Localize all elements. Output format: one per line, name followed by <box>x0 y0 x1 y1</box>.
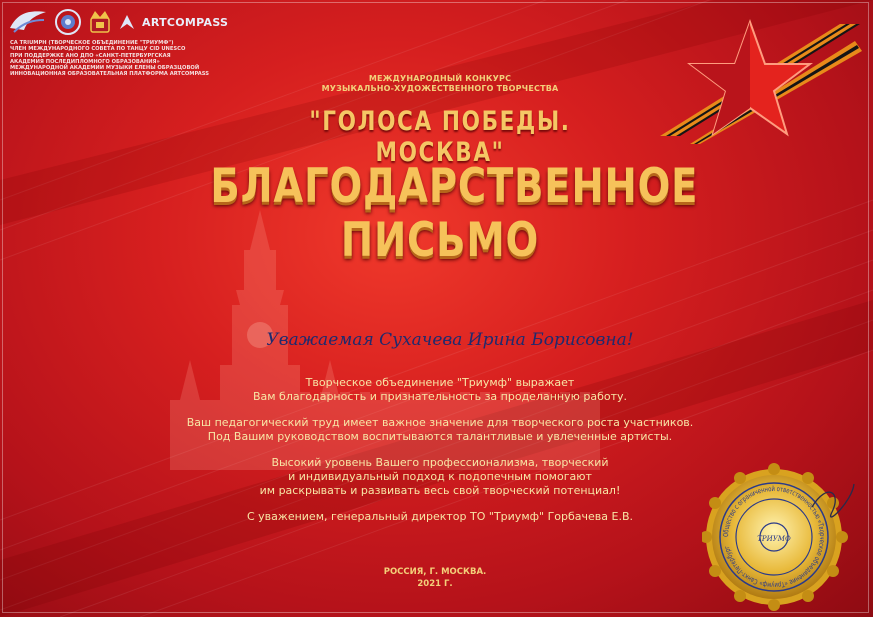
artcompass-logo <box>118 13 136 31</box>
org-line: ИННОВАЦИОННАЯ ОБРАЗОВАТЕЛЬНАЯ ПЛАТФОРМА ARTCOMPASS <box>10 71 210 78</box>
org-line: СА TRIUMPH (ТВОРЧЕСКОЕ ОБЪЕДИНЕНИЕ "ТРИУМФ") <box>10 40 174 46</box>
body-line: им раскрывать и развивать весь свой творческий потенциал! <box>259 483 621 497</box>
body-line: и индивидуальный подход к подопечным помогают <box>288 469 592 483</box>
organization-info <box>10 40 240 78</box>
body-line: Высокий уровень Вашего профессионализма, творческий <box>271 456 609 470</box>
letter-body <box>100 376 780 537</box>
title-line-1: БЛАГОДАРСТВЕННОЕ <box>210 159 699 214</box>
contest-header <box>290 74 590 94</box>
body-line: Под Вашим руководством воспитываются талантливые и увлеченные артисты. <box>207 429 673 443</box>
paragraph <box>100 456 780 497</box>
document-title <box>210 159 699 268</box>
logo-row <box>8 8 228 36</box>
triumph-bird-logo <box>8 8 48 36</box>
seal-center-text: ТРИУМФ <box>757 535 791 543</box>
contest-line-1: МЕЖДУНАРОДНЫЙ КОНКУРС <box>368 74 512 83</box>
org-line: ЧЛЕН МЕЖДУНАРОДНОГО СОВЕТА ПО ТАНЦУ CID UNESCO <box>10 46 186 53</box>
year-text: 2021 Г. <box>417 579 453 589</box>
paragraph <box>100 416 780 443</box>
place-text: РОССИЯ, Г. МОСКВА. <box>383 567 487 577</box>
paragraph <box>100 510 780 524</box>
contest-line-2: МУЗЫКАЛЬНО-ХУДОЖЕСТВЕННОГО ТВОРЧЕСТВА <box>321 84 559 93</box>
red-star-icon <box>650 16 865 146</box>
company-seal-stamp <box>702 462 862 612</box>
org-line: АКАДЕМИЯ ПОСЛЕДИПЛОМНОГО ОБРАЗОВАНИЯ» <box>10 58 160 65</box>
artcompass-wordmark: ARTCOMPASS <box>142 15 229 29</box>
org-line: МЕЖДУНАРОДНОЙ АКАДЕМИИ МУЗЫКИ ЕЛЕНЫ ОБРАЗЦОВОЙ <box>10 65 200 72</box>
body-line: Творческое объединение "Триумф" выражает <box>305 376 575 389</box>
seal-ring-text: Общество с ограниченной ответственностью «Творческое объединение «Триумф» Санкт-Петербург <box>721 484 827 590</box>
org-line: ПРИ ПОДДЕРЖКЕ АНО ДПО «САНКТ-ПЕТЕРБУРГСКАЯ <box>10 52 171 59</box>
title-line-2: ПИСЬМО <box>340 213 540 268</box>
place-and-date <box>350 566 520 590</box>
paragraph <box>100 376 780 403</box>
recipient-greeting: Уважаемая Сухачева Ирина Борисовна! <box>266 330 634 350</box>
contest-title: "ГОЛОСА ПОБЕДЫ. МОСКВА" <box>309 106 571 168</box>
crown-emblem-logo <box>88 8 112 36</box>
unesco-circle-logo <box>54 8 82 36</box>
body-line: Вам благодарность и признательность за проделанную работу. <box>252 389 628 403</box>
body-line: Ваш педагогический труд имеет важное значение для творческого роста участников. <box>186 416 694 430</box>
signature-line: С уважением, генеральный директор ТО "Триумф" Горбачева Е.В. <box>247 510 633 524</box>
